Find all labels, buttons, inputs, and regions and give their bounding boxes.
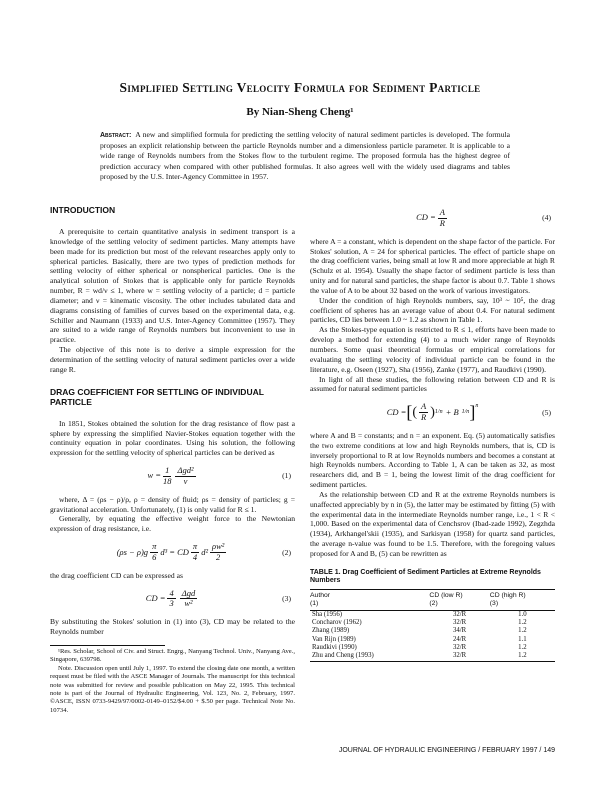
paper-title: Simplified Settling Velocity Formula for Sediment Particle xyxy=(119,80,481,95)
equation-3 xyxy=(50,589,295,610)
table-cell: Raudkivi (1990) xyxy=(312,644,357,652)
equation-2 xyxy=(50,542,295,563)
fraction xyxy=(419,402,428,423)
header-text: CD (high R) xyxy=(489,591,526,599)
table-cell: 1.2 xyxy=(518,652,527,660)
abstract-text: A new and simplified formula for predicting the settling velocity of natural sediment particles is developed. The formula proposes an explicit relationship between the particle Reynolds number and a dimensionless particle parameter. It is applicable to a wide range of Reynolds numbers from the Stokes flow to the turbulent regime. The proposed formula has the highest degree of prediction accuracy when compared with other published formulas. It also agrees well with the widely used diagrams and tables proposed by the U.S. Inter-Agency Committee in 1957. xyxy=(100,130,510,181)
fraction xyxy=(163,466,172,487)
equation-4 xyxy=(310,208,555,229)
table-row xyxy=(310,627,555,635)
paragraph: Generally, by equating the effective weight force to the Newtonian expression of drag resistance, i.e. xyxy=(50,514,295,534)
table-row xyxy=(310,636,555,644)
eq-term: d³ = CD xyxy=(160,546,189,557)
exponent: 1/n xyxy=(461,408,470,415)
denominator: 6 xyxy=(152,551,157,562)
numerator: Δgd xyxy=(181,587,196,598)
eq-term: + B xyxy=(445,406,459,417)
table-header xyxy=(490,589,555,610)
numerator: 4 xyxy=(169,587,174,598)
denominator: R xyxy=(439,217,445,228)
paragraph: By substituting the Stokes' solution in (1) into (3), CD may be related to the Reynolds number xyxy=(50,617,295,637)
table-header xyxy=(429,589,489,610)
paragraph: Under the condition of high Reynolds numbers, say, 10³ ~ 10⁵, the drag coefficient of spheres has an average value of about 0.4. For natural sediment particles, CD lies between 1.0 ~ 1.2 as shown in Table 1. xyxy=(310,295,555,325)
table-cell: 1.1 xyxy=(518,635,527,643)
table-cell: Sha (1956) xyxy=(312,610,343,618)
table-row xyxy=(310,610,555,619)
paragraph: A prerequisite to certain quantitative analysis in sediment transport is a knowledge of the settling velocity of sediment particles. Many attempts have been made for its prediction but most of the relevant researches apply only to spherical particles. Basically, there are two types of prediction methods for settling velocity of either spherical or nonspherical particles. One is the analytical solution of Stokes that is applicable only for particle Reynolds number, R = wd/ν ≤ 1, where w = settling velocity of a particle; d = particle diameter; and ν = kinematic viscosity. The other includes tabulated data and diagrams consisting of families of curves based on the experimental data, e.g. Schiller and Naumann (1933) and U.S. Inter-Agency Committee (1957). They are suited to a wide range of Reynolds numbers but inconvenient to use in practice. xyxy=(50,227,295,345)
table-row xyxy=(310,644,555,652)
fraction xyxy=(150,542,158,563)
table-row xyxy=(310,619,555,627)
table-cell: 32/R xyxy=(452,652,467,660)
equation-number: (3) xyxy=(282,594,291,604)
header-text: (2) xyxy=(429,599,438,607)
denominator: 2 xyxy=(216,551,221,562)
section-heading-introduction: INTRODUCTION xyxy=(50,205,116,215)
paragraph: where A = a constant, which is dependent on the shape factor of the particle. For Stokes' solution, A = 24 for spherical particles. The effect of particle shape on the drag coefficient varies, being small at low R and more appreciable at high R (Schulz et al. 1954). Usually the shape factor of sediment particle is less than unity and for natural sand particles, the shape factor is about 0.7. Table 1 shows the value of A to be about 32 based on the work of various investigators. xyxy=(310,236,555,295)
table-caption: TABLE 1. Drag Coefficient of Sediment Particles at Extreme Reynolds Numbers xyxy=(310,568,541,585)
paragraph: As the Stokes-type equation is restricted to R ≤ 1, efforts have been made to develop a method for extending (4) to a much wider range of Reynolds numbers. Some quasi theoretical formulas or empirical correlations for evaluating the settling velocity of individual particle can be found in the literature, e.g. Oseen (1927), Sha (1956), Zanke (1977), and Raudkivi (1990). xyxy=(310,325,555,374)
table-cell: 24/R xyxy=(452,635,467,643)
eq-lhs: w = xyxy=(147,470,161,481)
equation-1 xyxy=(50,466,295,487)
header-text: (3) xyxy=(489,599,499,607)
numerator: A xyxy=(421,401,427,412)
table-cell: 1.0 xyxy=(518,610,527,618)
numerator: 1 xyxy=(165,465,170,476)
header-text: CD (low R) xyxy=(429,591,463,599)
right-column xyxy=(310,208,555,662)
table-cell: Concharov (1962) xyxy=(312,619,362,627)
eq-term: d² xyxy=(201,546,208,557)
denominator: w² xyxy=(184,598,193,609)
header-text: Author xyxy=(310,591,331,599)
equation-5: CD = [ ( $\frac{A}{R}$ ) 1/n + B 1/n ] $^n$ (5) xyxy=(386,401,551,423)
table-cell: 32/R xyxy=(452,610,467,618)
paragraph: The objective of this note is to derive a simple expression for the determination of the settling velocity of natural sediment particles over a wide range R. xyxy=(50,345,295,374)
denominator: 3 xyxy=(169,598,174,609)
denominator: 4 xyxy=(192,551,198,562)
denominator: R xyxy=(421,412,427,423)
eq-lhs: CD = xyxy=(145,593,166,604)
footnote-affiliation: ¹Res. Scholar, School of Civ. and Struct. Engrg., Nanyang Technol. Univ., Nanyang Ave., Singapore, 639798. xyxy=(50,648,295,664)
numerator: ρw² xyxy=(212,541,225,552)
table-cell: Zhang (1989) xyxy=(312,627,350,635)
paragraph: the drag coefficient CD can be expressed as xyxy=(50,570,183,580)
exponent: n xyxy=(475,403,479,410)
table-header xyxy=(310,589,429,610)
equation-number: (5) xyxy=(542,407,551,417)
table-cell: 34/R xyxy=(452,627,467,635)
abstract-label: Abstract: xyxy=(100,132,132,139)
left-column xyxy=(50,205,295,715)
numerator: π xyxy=(192,541,198,552)
table-cell: 1.2 xyxy=(518,644,527,652)
numerator: Δgd² xyxy=(177,465,194,476)
table-cell: 32/R xyxy=(452,644,467,652)
numerator: A xyxy=(439,207,445,217)
table-cell: Zhu and Cheng (1993) xyxy=(312,652,374,660)
paragraph: where A and B = constants; and n = an exponent. Eq. (5) automatically satisfies the two extreme conditions at low and high Reynolds numbers, that is, CD is inversely proportional to R at low Reynolds numbers and becomes a constant at high Reynolds numbers. According to Table 1, A can be taken as 32, as most researchers did, and B = 1, being the lowest limit of the drag coefficient for sediment particles. xyxy=(310,430,555,490)
fraction xyxy=(167,589,175,610)
numerator: π xyxy=(152,541,157,552)
fraction xyxy=(438,208,447,229)
fraction xyxy=(191,542,199,563)
denominator: ν xyxy=(183,475,188,486)
fraction xyxy=(180,589,198,610)
eq-lhs: CD = xyxy=(386,406,407,417)
table-cell: 1.2 xyxy=(518,619,527,627)
header-text: (1) xyxy=(310,599,319,607)
table-cell: Van Rijn (1989) xyxy=(312,635,356,643)
paragraph: In 1851, Stokes obtained the solution for the drag resistance of flow past a sphere by expressing the simplified Navier-Stokes equation together with the continuity equation in polar coordinates. Using his solution, the following expression for the settling velocity of spherical particles can be derived as xyxy=(50,418,295,458)
exponent: 1/n xyxy=(434,408,443,415)
equation-number: (1) xyxy=(282,471,291,481)
abstract xyxy=(100,130,510,182)
equation-number: (4) xyxy=(542,213,551,223)
footnote-note: Note. Discussion open until July 1, 1997. To extend the closing date one month, a written request must be filed with the ASCE Manager of Journals. The manuscript for this technical note was submitted for review and possible publication on May 22, 1995. This technical note is part of the Journal of Hydraulic Engineering, Vol. 123, No. 2, February, 1997. ©ASCE, ISSN 0733-9429/97/0002-0149–0152/$4.00 + $.50 per page. Technical Note No. 10734. xyxy=(50,664,295,714)
fraction xyxy=(210,542,226,563)
fraction xyxy=(175,466,195,487)
paragraph: where, Δ = (ρs − ρ)/ρ, ρ = density of fluid; ρs = density of particles; g = gravitational acceleration. Unfortunately, (1) is only valid for R ≤ 1. xyxy=(50,494,295,514)
table-cell: 32/R xyxy=(452,619,467,627)
denominator: 18 xyxy=(162,475,172,486)
author-line: By Nian-Sheng Cheng¹ xyxy=(246,106,354,118)
footnotes xyxy=(50,648,295,715)
table-1 xyxy=(310,589,555,662)
paragraph: As the relationship between CD and R at the extreme Reynolds numbers is unaffected appreciably by n in (5), the latter may be estimated by fitting (5) with the experimental data in the intermediate Reynolds number range, i.e., 1 < R < 1,000. Based on the experimental data of Cenchsrov (Ibad-zade 1992), Zegzhda (1934), Arkhangel'skii (1935), and Sarkisyan (1958) for quartz sand particles, the average n-value was found to be 1.5. Therefore, with the foregoing values proposed for A and B, (5) can be rewritten as xyxy=(310,489,555,558)
eq-term: (ρs − ρ)g xyxy=(116,546,149,557)
eq-lhs: CD = xyxy=(416,212,436,223)
table-cell: 1.2 xyxy=(518,627,527,635)
section-heading-drag-coefficient: DRAG COEFFICIENT FOR SETTLING OF INDIVIDUAL PARTICLE xyxy=(50,386,264,407)
equation-number: (2) xyxy=(282,547,291,557)
paragraph: In light of all these studies, the following relation between CD and R is assumed for natural sediment particles xyxy=(310,374,555,394)
running-footer: JOURNAL OF HYDRAULIC ENGINEERING / FEBRUARY 1997 / 149 xyxy=(338,747,555,754)
table-row xyxy=(310,652,555,661)
